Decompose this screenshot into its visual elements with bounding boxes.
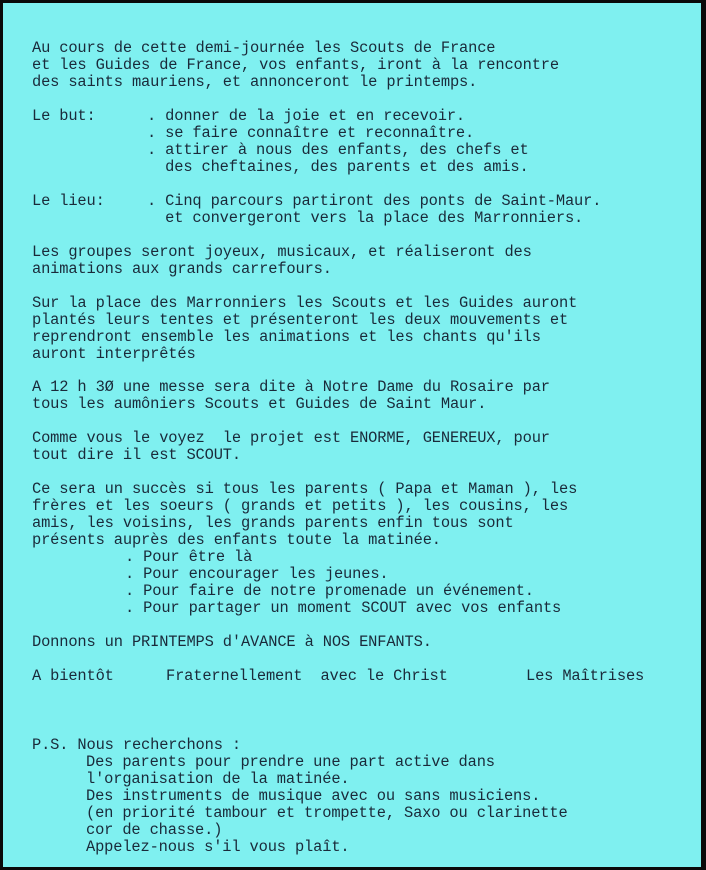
groups-line: animations aux grands carrefours. <box>32 260 332 278</box>
success-line: présents auprès des enfants toute la matinée. <box>32 531 441 549</box>
success-line: Ce sera un succès si tous les parents ( Papa et Maman ), les <box>32 480 578 498</box>
closing-goodbye: A bientôt <box>32 667 114 685</box>
goal-item: . donner de la joie et en recevoir. <box>147 107 466 125</box>
ps-line: (en priorité tambour et trompette, Saxo ou clarinette <box>86 804 568 822</box>
place-item: et convergeront vers la place des Marronniers. <box>147 209 584 227</box>
goal-item: . se faire connaître et reconnaître. <box>147 124 475 142</box>
ps-line: Appelez-nous s'il vous plaît. <box>86 838 350 856</box>
mass-line: tous les aumôniers Scouts et Guides de Saint Maur. <box>32 395 487 413</box>
goal-item: des cheftaines, des parents et des amis. <box>147 158 529 176</box>
flyer-page <box>3 3 701 867</box>
ps-line: cor de chasse.) <box>86 821 223 839</box>
goal-label: Le but: <box>32 107 96 125</box>
project-line: tout dire il est SCOUT. <box>32 446 241 464</box>
groups-line: Les groupes seront joyeux, musicaux, et réaliseront des <box>32 243 532 261</box>
ps-label: P.S. Nous recherchons : <box>32 736 241 754</box>
square-line: reprendront ensemble les animations et les chants qu'ils <box>32 328 541 346</box>
ps-line: Des parents pour prendre une part active dans <box>86 753 495 771</box>
reason-item: . Pour faire de notre promenade un événement. <box>125 582 534 600</box>
closing-signature: Les Maîtrises <box>526 667 645 685</box>
mass-line: A 12 h 3Ø une messe sera dite à Notre Dame du Rosaire par <box>32 378 550 396</box>
closing-fraternal: Fraternellement avec le Christ <box>166 667 448 685</box>
goal-item: . attirer à nous des enfants, des chefs et <box>147 141 529 159</box>
square-line: auront interprêtés <box>32 345 196 363</box>
square-line: Sur la place des Marronniers les Scouts et les Guides auront <box>32 294 578 312</box>
ps-line: Des instruments de musique avec ou sans musiciens. <box>86 787 541 805</box>
square-line: plantés leurs tentes et présenteront les deux mouvements et <box>32 311 569 329</box>
project-line: Comme vous le voyez le projet est ENORME, GENEREUX, pour <box>32 429 550 447</box>
reason-item: . Pour partager un moment SCOUT avec vos enfants <box>125 599 562 617</box>
intro-line: Au cours de cette demi-journée les Scouts de France <box>32 39 496 57</box>
slogan: Donnons un PRINTEMPS d'AVANCE à NOS ENFANTS. <box>32 633 432 651</box>
success-line: frères et les soeurs ( grands et petits ), les cousins, les <box>32 497 569 515</box>
intro-line: et les Guides de France, vos enfants, iront à la rencontre <box>32 56 559 74</box>
reason-item: . Pour être là <box>125 548 253 566</box>
intro-line: des saints mauriens, et annonceront le printemps. <box>32 73 478 91</box>
ps-line: l'organisation de la matinée. <box>86 770 350 788</box>
reason-item: . Pour encourager les jeunes. <box>125 565 389 583</box>
success-line: amis, les voisins, les grands parents enfin tous sont <box>32 514 514 532</box>
place-item: . Cinq parcours partiront des ponts de Saint-Maur. <box>147 192 602 210</box>
place-label: Le lieu: <box>32 192 105 210</box>
